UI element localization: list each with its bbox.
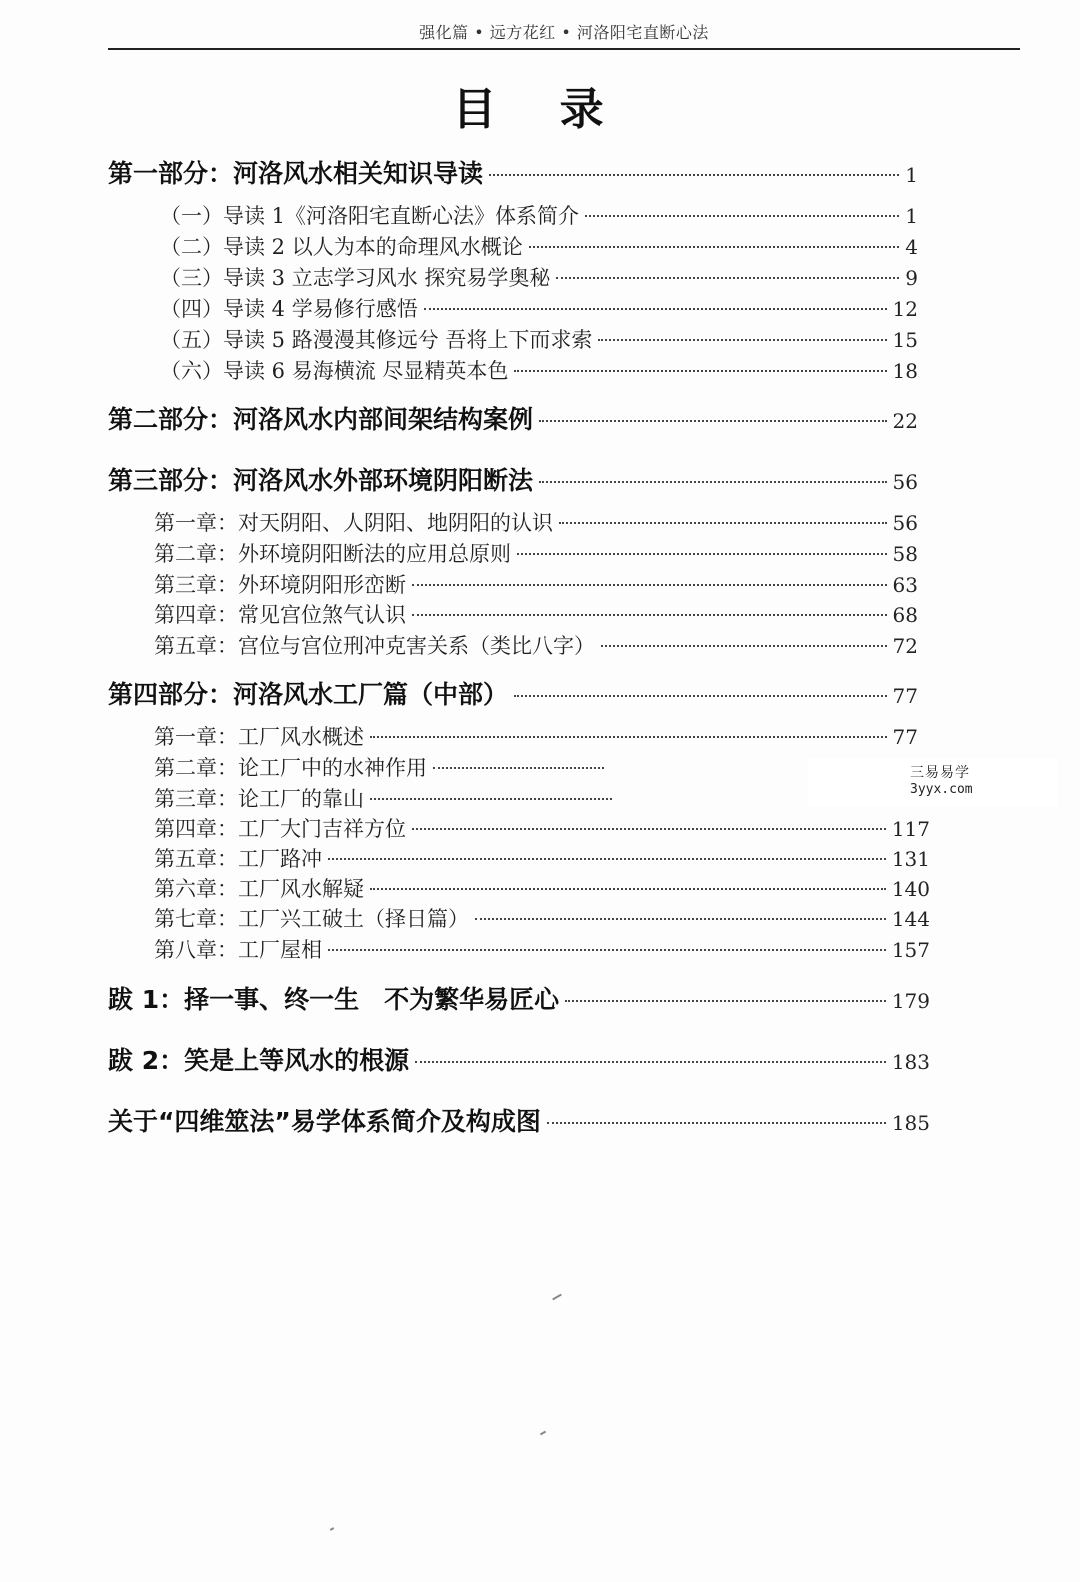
toc-entry-postscript-1[interactable]: [108, 980, 930, 1016]
toc-entry-part-4[interactable]: [108, 675, 918, 711]
toc-entry-page: 144: [891, 907, 930, 931]
leader-dots: [539, 420, 887, 422]
leader-dots: [489, 174, 899, 176]
toc-entry-label: （三）导读 3 立志学习风水 探究易学奥秘: [160, 266, 551, 290]
toc-entry-part-3[interactable]: [108, 461, 918, 497]
toc-entry-page: 4: [905, 235, 918, 259]
leader-dots: [565, 1000, 886, 1002]
toc-entry-label: 第三章：论工厂的靠山: [154, 787, 364, 811]
toc-entry-label: 第二部分：河洛风水内部间架结构案例: [108, 405, 534, 434]
toc-entry-page: 157: [891, 938, 930, 962]
leader-dots: [328, 949, 886, 951]
toc-entry-chapter-4-4[interactable]: [154, 813, 930, 843]
toc-entry-chapter-3-4[interactable]: [154, 599, 918, 629]
toc-entry-label: （六）导读 6 易海横流 尽显精英本色: [160, 359, 509, 383]
leader-dots: [585, 215, 899, 217]
leader-dots: [475, 918, 886, 920]
toc-entry-guide-5[interactable]: [160, 324, 918, 354]
toc-entry-label: 第四部分：河洛风水工厂篇（中部）: [108, 680, 509, 709]
toc-entry-label: 第二章：论工厂中的水神作用: [154, 756, 427, 780]
leader-dots: [433, 767, 604, 769]
toc-entry-label: 第六章：工厂风水解疑: [154, 877, 364, 901]
toc-entry-label: 第三章：外环境阴阳形峦断: [154, 573, 406, 597]
toc-entry-label: （四）导读 4 学易修行感悟: [160, 297, 418, 321]
watermark-domain: 3yyx.com: [910, 782, 973, 797]
toc-entry-label: 第一章：工厂风水概述: [154, 725, 364, 749]
leader-dots: [412, 828, 886, 830]
leader-dots: [370, 888, 886, 890]
toc-entry-page: 179: [891, 989, 930, 1013]
leader-dots: [370, 798, 612, 800]
toc-entry-chapter-4-6[interactable]: [154, 873, 930, 903]
toc-entry-page: 56: [892, 511, 918, 535]
toc-entry-label: 关于“四维筮法”易学体系简介及构成图: [108, 1107, 541, 1136]
leader-dots: [547, 1122, 886, 1124]
toc-entry-guide-2[interactable]: [160, 231, 918, 261]
leader-dots: [539, 481, 887, 483]
toc-title: 目 录: [452, 84, 628, 135]
toc-entry-chapter-4-8[interactable]: [154, 934, 930, 964]
running-header: 强化篇 • 远方花红 • 河洛阳宅直断心法: [108, 20, 1020, 50]
toc-entry-page: 77: [892, 725, 918, 749]
toc-entry-page: 12: [892, 297, 918, 321]
toc-entry-part-2[interactable]: [108, 400, 918, 436]
toc-entry-label: 第五章：工厂路冲: [154, 847, 322, 871]
toc-entry-page: 1: [905, 204, 918, 228]
toc-entry-label: （二）导读 2 以人为本的命理风水概论: [160, 235, 523, 259]
leader-dots: [559, 522, 887, 524]
toc-entry-label: （一）导读 1《河洛阳宅直断心法》体系简介: [160, 204, 580, 228]
toc-entry-page: 183: [891, 1050, 930, 1074]
leader-dots: [598, 339, 886, 341]
toc-entry-label: 第二章：外环境阴阳断法的应用总原则: [154, 542, 511, 566]
toc-entry-label: 跋 2：笑是上等风水的根源: [108, 1046, 410, 1075]
toc-entry-chapter-3-1[interactable]: [154, 507, 918, 537]
toc-entry-guide-4[interactable]: [160, 293, 918, 323]
toc-entry-page: 131: [891, 847, 930, 871]
toc-entry-postscript-2[interactable]: [108, 1041, 930, 1077]
leader-dots: [514, 695, 887, 697]
toc-entry-label: 第八章：工厂屋相: [154, 938, 322, 962]
toc-entry-page: 72: [892, 634, 918, 658]
toc-entry-page: 117: [891, 817, 930, 841]
toc-entry-guide-3[interactable]: [160, 262, 918, 292]
toc-entry-label: 第三部分：河洛风水外部环境阴阳断法: [108, 466, 534, 495]
toc-entry-part-1[interactable]: [108, 154, 918, 190]
toc-entry-chapter-3-3[interactable]: [154, 569, 918, 599]
toc-entry-label: 第五章：宫位与宫位刑冲克害关系（类比八字）: [154, 634, 595, 658]
toc-entry-page: 56: [892, 470, 918, 494]
toc-entry-chapter-4-3[interactable]: [154, 783, 618, 813]
toc-entry-chapter-4-2[interactable]: [154, 752, 610, 782]
toc-entry-page: 140: [891, 877, 930, 901]
toc-entry-label: （五）导读 5 路漫漫其修远兮 吾将上下而求索: [160, 328, 593, 352]
toc-entry-label: 第一部分：河洛风水相关知识导读: [108, 159, 484, 188]
toc-entry-page: 22: [892, 409, 918, 433]
leader-dots: [328, 858, 886, 860]
leader-dots: [517, 553, 887, 555]
toc-entry-label: 第四章：常见宫位煞气认识: [154, 603, 406, 627]
toc-entry-page: 77: [892, 684, 918, 708]
toc-entry-chapter-4-5[interactable]: [154, 843, 930, 873]
toc-entry-label: 第四章：工厂大门吉祥方位: [154, 817, 406, 841]
toc-entry-page: 1: [905, 163, 918, 187]
leader-dots: [601, 645, 887, 647]
toc-entry-chapter-3-5[interactable]: [154, 630, 918, 660]
site-watermark: [808, 758, 1058, 806]
toc-entry-page: 15: [892, 328, 918, 352]
toc-entry-page: 68: [892, 603, 918, 627]
leader-dots: [514, 370, 886, 372]
toc-entry-appendix[interactable]: [108, 1102, 930, 1138]
leader-dots: [424, 308, 887, 310]
leader-dots: [415, 1061, 886, 1063]
leader-dots: [412, 614, 887, 616]
toc-entry-page: 58: [892, 542, 918, 566]
toc-entry-guide-1[interactable]: [160, 200, 918, 230]
leader-dots: [529, 246, 900, 248]
toc-entry-chapter-4-1[interactable]: [154, 721, 918, 751]
toc-entry-guide-6[interactable]: [160, 355, 918, 385]
toc-entry-label: 第一章：对天阴阳、人阴阳、地阴阳的认识: [154, 511, 553, 535]
leader-dots: [412, 584, 887, 586]
toc-entry-page: 18: [892, 359, 918, 383]
leader-dots: [370, 736, 887, 738]
toc-entry-page: 63: [892, 573, 918, 597]
toc-entry-label: 第七章：工厂兴工破土（择日篇）: [154, 907, 469, 931]
watermark-site-name: 三易易学: [910, 765, 970, 781]
toc-entry-page: 9: [905, 266, 918, 290]
toc-entry-label: 跋 1：择一事、终一生 不为繁华易匠心: [108, 985, 560, 1014]
leader-dots: [556, 277, 899, 279]
toc-entry-page: 185: [891, 1111, 930, 1135]
toc-entry-chapter-4-7[interactable]: [154, 903, 930, 933]
toc-entry-chapter-3-2[interactable]: [154, 538, 918, 568]
